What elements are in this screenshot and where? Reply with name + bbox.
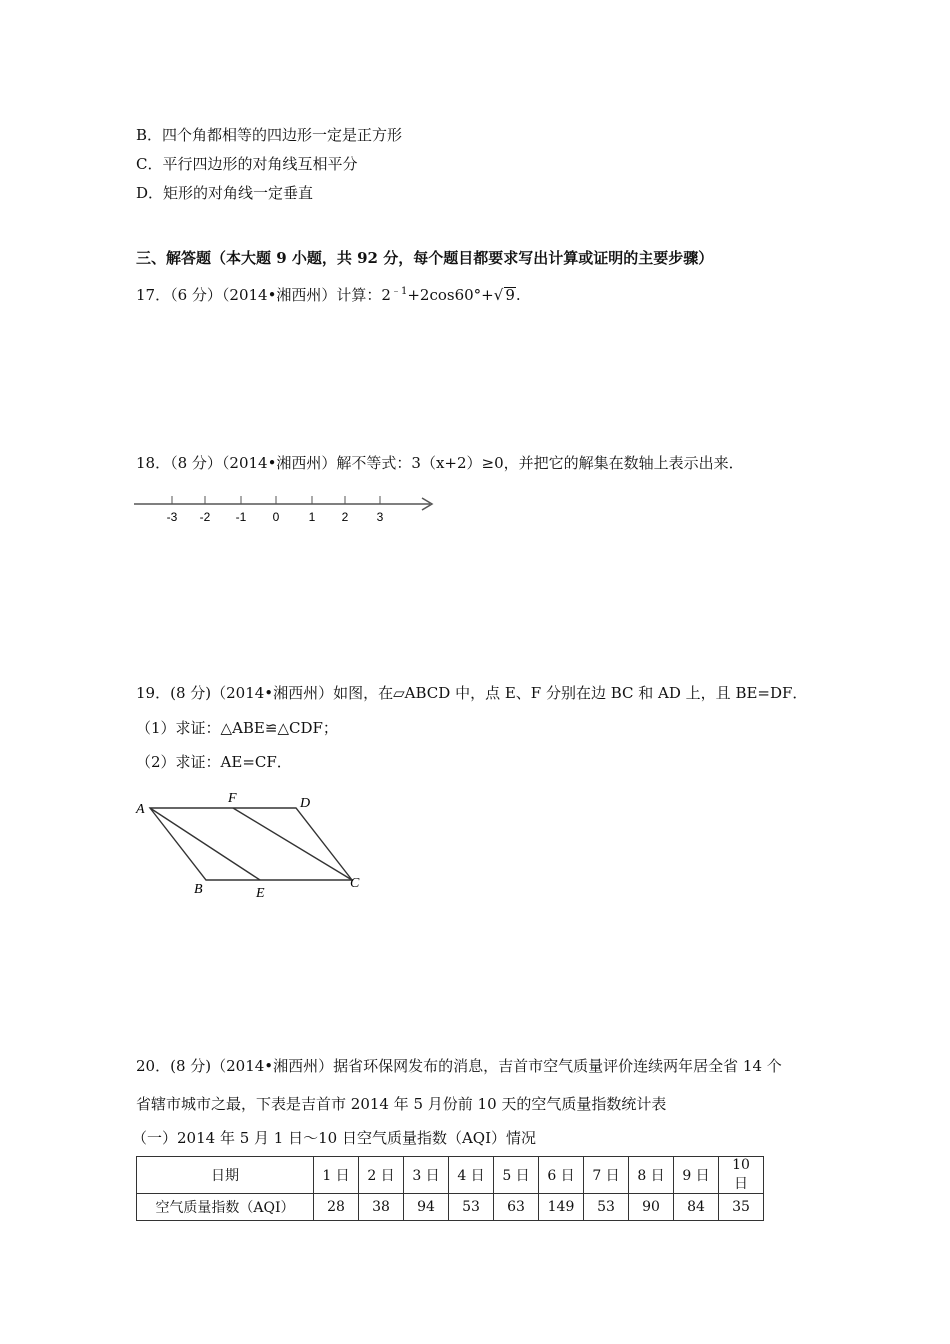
- row-header-date: 日期: [137, 1157, 314, 1194]
- number-line: [130, 490, 440, 530]
- aqi-cell: 63: [494, 1194, 539, 1221]
- question-20-line2: 省辖市城市之最，下表是吉首市 2014 年 5 月份前 10 天的空气质量指数统计表: [136, 1095, 667, 1113]
- number-line-tick-label: 0: [272, 510, 280, 524]
- question-18: 18．（8 分）（2014•湘西州）解不等式：3（x+2）≥0，并把它的解集在数轴上表示出来．: [136, 454, 744, 472]
- question-19: 19．(8 分)（2014•湘西州）如图，在▱ABCD 中，点 E、F 分别在边 BC 和 AD 上，且 BE=DF．: [136, 684, 808, 702]
- row-header-aqi: 空气质量指数（AQI）: [137, 1194, 314, 1221]
- table-row-dates: [137, 1157, 764, 1194]
- date-cell: 8 日: [629, 1157, 674, 1194]
- date-cell: 6 日: [539, 1157, 584, 1194]
- date-cell: 7 日: [584, 1157, 629, 1194]
- q17-middle: +2cos60°+: [407, 286, 494, 304]
- aqi-cell: 28: [314, 1194, 359, 1221]
- q17-radicand: 9: [505, 286, 515, 304]
- aqi-cell: 84: [674, 1194, 719, 1221]
- option-c-text: 平行四边形的对角线互相平分: [162, 155, 358, 173]
- number-line-tick-label: 3: [376, 510, 384, 524]
- date-cell: 3 日: [404, 1157, 449, 1194]
- option-c-letter: C．: [136, 155, 163, 173]
- parallelogram-figure: [130, 785, 370, 905]
- option-d-text: 矩形的对角线一定垂直: [163, 184, 314, 202]
- option-b: [136, 124, 402, 145]
- segment-cf: [233, 808, 352, 880]
- number-line-tick-label: -1: [235, 510, 247, 524]
- q17-suffix: .: [515, 286, 521, 304]
- table-row-aqi: [137, 1194, 764, 1221]
- aqi-cell: 38: [359, 1194, 404, 1221]
- number-line-tick-label: -3: [166, 510, 178, 524]
- option-b-text: 四个角都相等的四边形一定是正方形: [162, 126, 403, 144]
- aqi-cell: 53: [449, 1194, 494, 1221]
- label-d: D: [300, 796, 311, 811]
- option-c: [136, 153, 358, 174]
- date-cell: 5 日: [494, 1157, 539, 1194]
- question-17: [136, 282, 521, 305]
- question-19-part2: （2）求证：AE=CF．: [136, 753, 292, 771]
- number-line-tick-label: 1: [308, 510, 316, 524]
- aqi-cell: 94: [404, 1194, 449, 1221]
- option-d-letter: D．: [136, 184, 164, 202]
- date-cell: 4 日: [449, 1157, 494, 1194]
- date-cell: 9 日: [674, 1157, 719, 1194]
- aqi-cell: 90: [629, 1194, 674, 1221]
- label-e: E: [256, 886, 265, 901]
- number-line-tick-label: 2: [341, 510, 349, 524]
- date-cell: 1 日: [314, 1157, 359, 1194]
- number-line-tick-label: -2: [199, 510, 211, 524]
- date-cell: 10 日: [719, 1157, 764, 1194]
- table-caption: （一）2014 年 5 月 1 日～10 日空气质量指数（AQI）情况: [132, 1129, 537, 1147]
- option-b-letter: B．: [136, 126, 163, 144]
- sqrt-symbol: √: [493, 286, 504, 304]
- question-19-part1: （1）求证：△ABE≌△CDF；: [136, 719, 338, 737]
- aqi-cell: 35: [719, 1194, 764, 1221]
- section-title: 三、解答题（本大题 9 小题，共 92 分，每个题目都要求写出计算或证明的主要步骤）: [136, 249, 714, 267]
- q17-prefix: 17．（6 分）（2014•湘西州）计算：2: [136, 286, 391, 304]
- aqi-cell: 53: [584, 1194, 629, 1221]
- label-f: F: [228, 791, 237, 806]
- segment-ae: [150, 808, 260, 880]
- label-a: A: [136, 802, 145, 817]
- aqi-table: [136, 1156, 764, 1221]
- date-cell: 2 日: [359, 1157, 404, 1194]
- label-c: C: [350, 876, 360, 891]
- q17-exponent: ﹣1: [390, 286, 408, 297]
- question-20-line1: 20．(8 分)（2014•湘西州）据省环保网发布的消息，吉首市空气质量评价连续两年居全省 14 个: [136, 1057, 782, 1075]
- label-b: B: [194, 882, 203, 897]
- aqi-cell: 149: [539, 1194, 584, 1221]
- option-d: [136, 182, 313, 203]
